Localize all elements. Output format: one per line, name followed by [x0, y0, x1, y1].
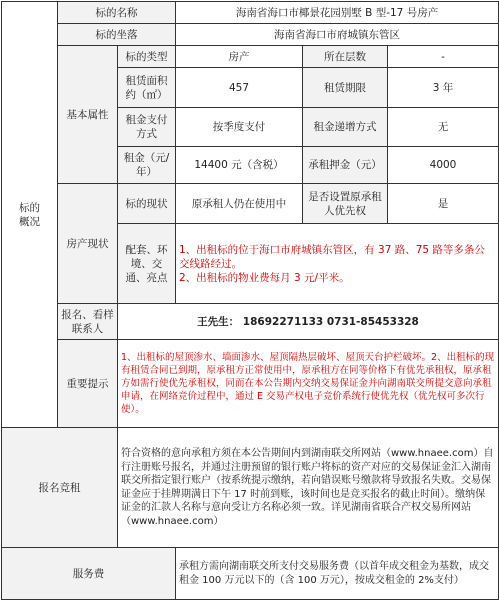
area-label: 租赁面积约（㎡）	[118, 68, 176, 108]
payment-value: 按季度支付	[176, 108, 303, 147]
env-label: 配套、环境、交通、亮点	[118, 224, 176, 304]
type-label: 标的类型	[118, 46, 176, 68]
rent-value: 14400 元（含税）	[176, 147, 303, 184]
announcement-table	[1, 1, 499, 600]
payment-label: 租金支付方式	[118, 108, 176, 147]
floor-value: -	[388, 46, 499, 68]
location-value: 海南省海口市府城镇东管区	[176, 24, 499, 46]
status-row	[2, 184, 499, 224]
deposit-label: 承租押金（元）	[303, 147, 388, 184]
contact-value: 王先生： 18692271133 0731-85453328	[118, 304, 499, 340]
outer-label-cell	[2, 2, 58, 428]
contact-label: 报名、看样联系人	[58, 304, 118, 340]
fee-value: 承租方需向湖南联交所支付交易服务费（以首年成交租金为基数，成交租金 100 万元以下的（含 100 万元），按成交租金的 2%支付）	[176, 548, 499, 600]
area-value: 457	[176, 68, 303, 108]
location-row	[2, 24, 499, 46]
current-group-label: 房产现状	[58, 184, 118, 304]
renew-value: 无	[388, 108, 499, 147]
outer-label: 标的 概况	[19, 201, 40, 228]
env-line-2: 2、出租标的物业费每月 3 元/平米。	[179, 271, 350, 284]
env-line-1: 1、出租标的位于海口市府城镇东管区，有 37 路、75 路等多条公交线路经过。	[179, 243, 485, 270]
name-row	[2, 2, 499, 24]
term-label: 租赁期限	[303, 68, 388, 108]
type-value: 房产	[176, 46, 303, 68]
deposit-value: 4000	[388, 147, 499, 184]
name-value: 海南省海口市椰景花园别墅 B 型-17 号房产	[176, 2, 499, 24]
notes-row	[2, 340, 499, 428]
floor-label: 所在层数	[303, 46, 388, 68]
register-row	[2, 428, 499, 548]
type-row	[2, 46, 499, 68]
status-label: 标的现状	[118, 184, 176, 224]
fee-label: 服务费	[2, 548, 176, 600]
priority-label: 是否设置原承租人优先权	[303, 184, 388, 224]
notes-value: 1、出租标的屋顶渗水、墙面渗水、屋顶隔热层破坏、屋顶天台护栏破坏。2、出租标的现有租赁合同已到期，原承租方正常使用中，原承租方在同等价格下有优先承租权，原承租方如需行使优先承租权，同而在本公告期内交纳交易保证金并向湖南联交所提交意向承租申请，在网络竞价过程中，通过 E 交易产权电子竞价系统行使优先权（优先权可多次行使）。	[118, 340, 499, 428]
notes-label: 重要提示	[58, 340, 118, 428]
renew-label: 租金递增方式	[303, 108, 388, 147]
name-label: 标的名称	[58, 2, 176, 24]
register-label: 报名竞租	[2, 428, 118, 548]
basic-group-label: 基本属性	[58, 46, 118, 184]
rent-label: 租金（元/年）	[118, 147, 176, 184]
priority-value: 是	[388, 184, 499, 224]
status-value: 原承租人仍在使用中	[176, 184, 303, 224]
env-value	[176, 224, 499, 304]
register-value: 符合资格的意向承租方须在本公告期间内到湖南联交所网站（www.hnaee.com）自行注册账号报名，并通过注册预留的银行账户将标的资产对应的交易保证金汇入湖南联交所指定银行账户（按系统提示缴纳，若向错误账号缴款将导致报名失败。交易保证金应于挂牌期满日下午 17 时前到账，该时间也是竞买报名的截止时间）。缴纳保证金的汇款人名称与意向受让方名称必须一致。详见湖南省联合产权交易所网站（www.hnaee.com）	[118, 428, 499, 548]
location-label: 标的坐落	[58, 24, 176, 46]
fee-row	[2, 548, 499, 600]
term-value: 3 年	[388, 68, 499, 108]
contact-row	[2, 304, 499, 340]
